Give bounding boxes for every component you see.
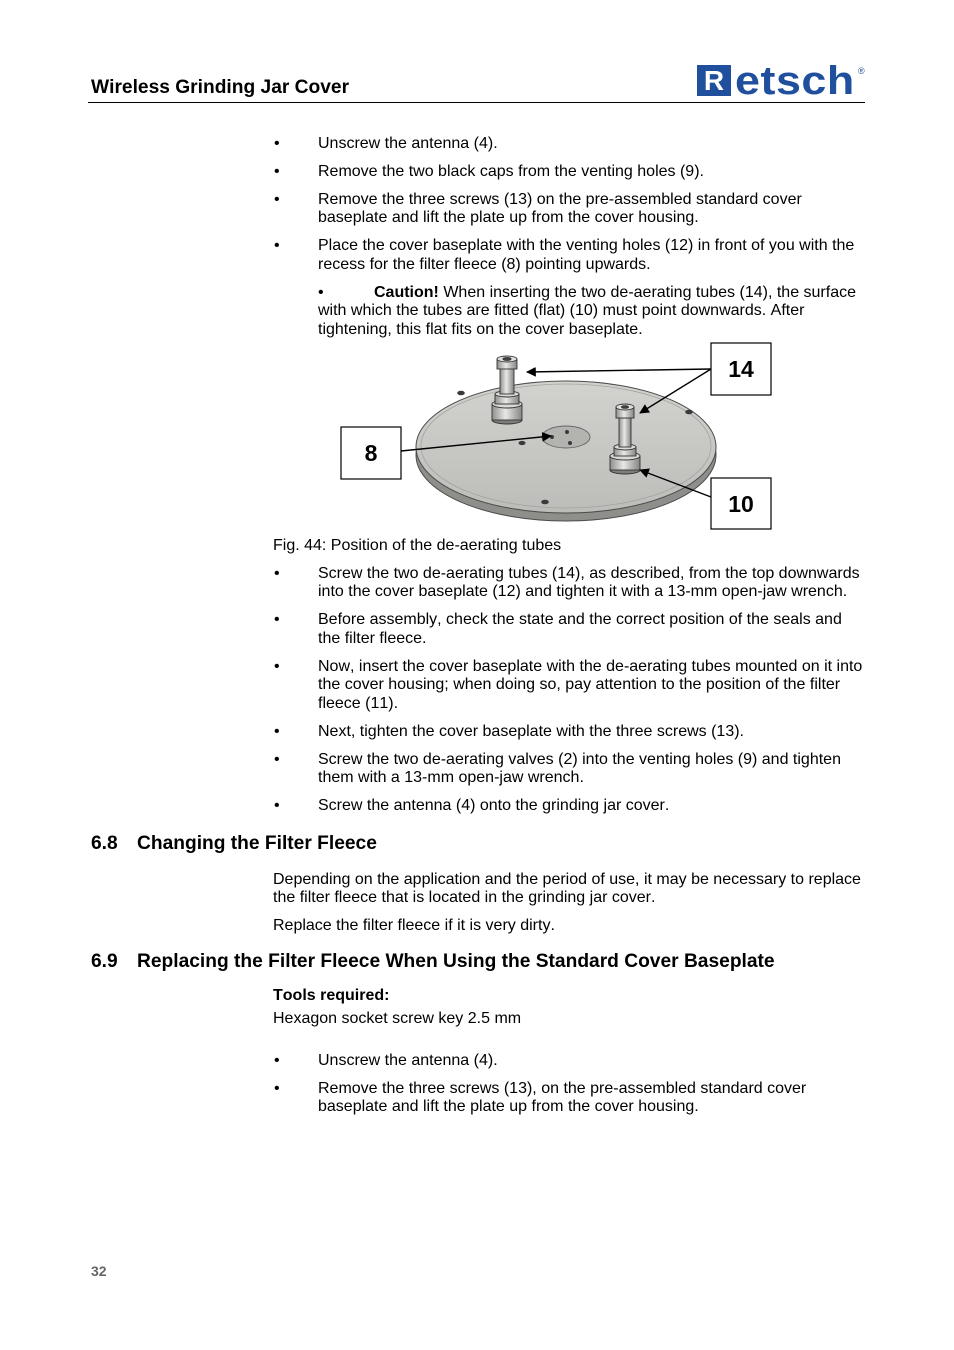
steps-assembly-list bbox=[274, 565, 865, 825]
document-title: Wireless Grinding Jar Cover bbox=[91, 77, 350, 98]
bullet-glyph: • bbox=[274, 1080, 280, 1097]
bullet-glyph: • bbox=[274, 135, 280, 152]
caution-label: Caution! bbox=[374, 283, 439, 301]
filter-fleece-recess bbox=[542, 426, 590, 448]
list-item bbox=[274, 191, 865, 228]
step-text: Screw the antenna (4) onto the grinding jar cover. bbox=[318, 797, 670, 815]
list-item bbox=[274, 1080, 865, 1117]
list-item bbox=[274, 163, 865, 181]
section-number: 6.9 bbox=[91, 951, 118, 972]
venting-hole bbox=[457, 391, 465, 396]
venting-hole bbox=[685, 410, 693, 415]
logo-wordmark: etsch bbox=[735, 59, 855, 103]
tools-required-value: Hexagon socket screw key 2.5 mm bbox=[273, 1010, 522, 1027]
callout-label: 14 bbox=[728, 356, 754, 382]
tools-required-label: Tools required: bbox=[273, 987, 390, 1004]
tube-shaft bbox=[500, 368, 514, 394]
list-item bbox=[274, 1052, 865, 1070]
list-item bbox=[274, 611, 865, 648]
bullet-glyph: • bbox=[274, 565, 280, 582]
tube-shaft bbox=[619, 418, 631, 447]
page-header bbox=[88, 60, 865, 103]
baseplate-figure bbox=[330, 336, 780, 536]
list-item bbox=[274, 797, 865, 815]
list-item bbox=[274, 237, 865, 274]
arrow-line bbox=[527, 369, 711, 372]
bullet-glyph: • bbox=[274, 611, 280, 629]
step-text: Screw the two de-aerating tubes (14), as described, from the top downwards into the cover baseplate (12) and tighten it with a 13-mm open-jaw wrench. bbox=[318, 565, 860, 601]
list-item bbox=[274, 565, 865, 602]
bullet-glyph: • bbox=[274, 797, 280, 815]
callout-label: 10 bbox=[728, 491, 754, 517]
paragraph: Replace the filter fleece if it is very dirty. bbox=[273, 917, 555, 935]
steps-6-9-list bbox=[274, 1052, 865, 1126]
tube-bore bbox=[622, 406, 629, 409]
bullet-glyph: • bbox=[318, 283, 324, 301]
recess-hole bbox=[565, 430, 569, 434]
venting-hole bbox=[519, 441, 526, 445]
step-text: Place the cover baseplate with the venting holes (12) in front of you with the recess for the filter fleece (8) pointing upwards. bbox=[318, 237, 855, 273]
section-title: Changing the Filter Fleece bbox=[137, 833, 377, 854]
tube-bore bbox=[503, 358, 511, 361]
tab-spacer bbox=[324, 296, 374, 297]
page-number: 32 bbox=[91, 1263, 107, 1279]
section-title: Replacing the Filter Fleece When Using the Standard Cover Baseplate bbox=[137, 951, 775, 972]
logo-initial: R bbox=[697, 65, 731, 96]
list-item bbox=[274, 135, 865, 153]
caution-note bbox=[318, 284, 865, 339]
bullet-glyph: • bbox=[274, 722, 280, 740]
step-text: Screw the two de-aerating valves (2) into the venting holes (9) and tighten them with a 13-mm open-jaw wrench. bbox=[318, 750, 841, 787]
callout-label: 8 bbox=[364, 440, 378, 466]
caution-text: When inserting the two de-aerating tubes (14), the surface with which the tubes are fitted (flat) (10) must point downwards. After tightening, this flat fits on the cover baseplate. bbox=[318, 283, 856, 338]
bullet-glyph: • bbox=[274, 657, 280, 675]
steps-top-list bbox=[274, 135, 865, 339]
step-text: Next, tighten the cover baseplate with the three screws (13). bbox=[318, 722, 744, 740]
step-text: Before assembly, check the state and the correct position of the seals and the filter fleece. bbox=[318, 611, 842, 647]
bullet-glyph: • bbox=[274, 1052, 280, 1069]
step-text: Remove the three screws (13), on the pre-assembled standard cover baseplate and lift the plate up from the cover housing. bbox=[318, 1080, 807, 1116]
section-6-8-body bbox=[273, 871, 867, 945]
recess-outline bbox=[542, 426, 590, 448]
bullet-glyph: • bbox=[274, 237, 280, 255]
figure-caption: Fig. 44: Position of the de-aerating tubes bbox=[273, 537, 562, 554]
venting-hole bbox=[541, 500, 549, 505]
step-text: Unscrew the antenna (4). bbox=[318, 1052, 498, 1069]
step-text: Remove the two black caps from the venting holes (9). bbox=[318, 163, 704, 180]
list-item bbox=[274, 750, 865, 788]
section-number: 6.8 bbox=[91, 833, 118, 854]
bullet-glyph: • bbox=[274, 191, 280, 208]
step-text: Unscrew the antenna (4). bbox=[318, 135, 498, 152]
retsch-logo bbox=[697, 59, 867, 103]
bullet-glyph: • bbox=[274, 750, 280, 768]
recess-hole bbox=[568, 441, 572, 445]
cover-baseplate bbox=[416, 381, 716, 521]
step-text: Now, insert the cover baseplate with the de-aerating tubes mounted on it into the cover housing; when doing so, pay attention to the position of the filter fleece (11). bbox=[318, 657, 863, 712]
paragraph: Depending on the application and the period of use, it may be necessary to replace the filter fleece that is located in the grinding jar cover. bbox=[273, 871, 861, 907]
bullet-glyph: • bbox=[274, 163, 280, 180]
step-text: Remove the three screws (13) on the pre-assembled standard cover baseplate and lift the plate up from the cover housing. bbox=[318, 191, 802, 227]
list-item bbox=[274, 722, 865, 741]
registered-mark: ® bbox=[858, 66, 865, 76]
list-item bbox=[274, 657, 865, 713]
